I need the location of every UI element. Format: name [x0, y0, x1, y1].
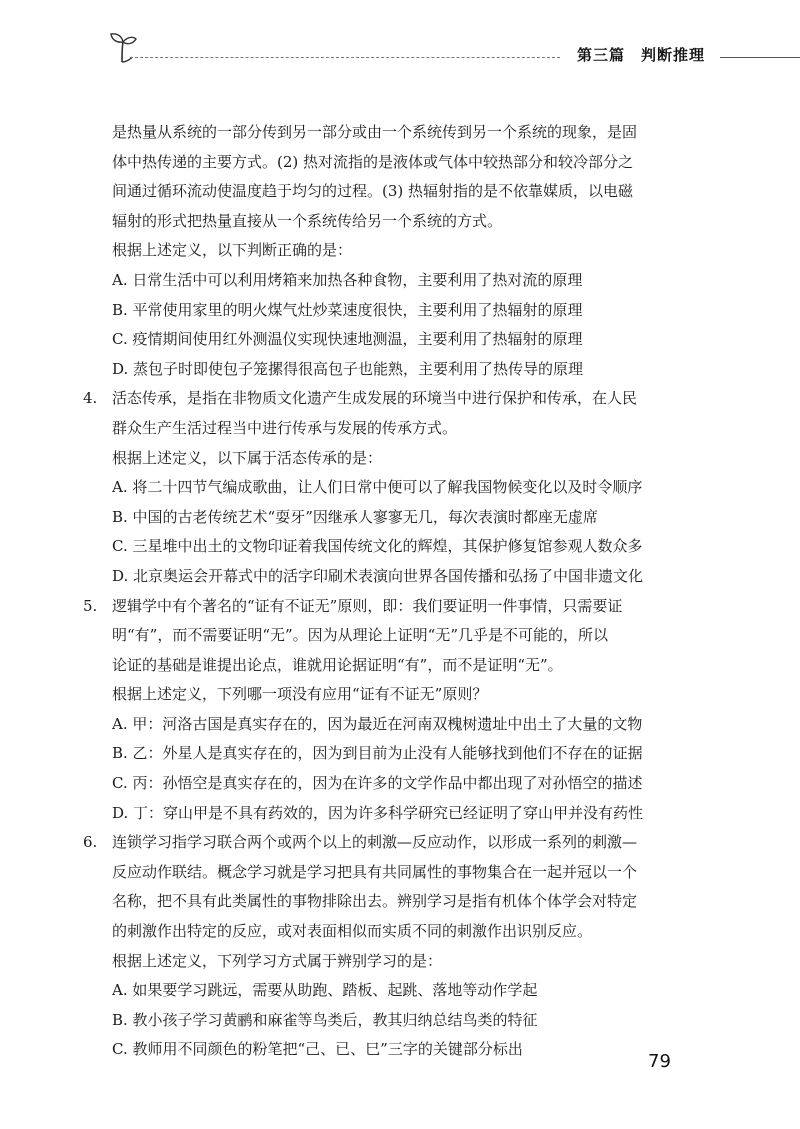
header-title — [577, 44, 705, 65]
header-chapter: 判断推理 — [640, 46, 705, 64]
q5-option-a: A. 甲：河洛古国是真实存在的，因为最近在河南双槐树遗址中出土了大量的文物 — [112, 714, 643, 733]
header-part: 第三篇 — [576, 46, 625, 64]
option-b: B. 平常使用家里的明火煤气灶炒菜速度很快，主要利用了热辐射的原理 — [112, 300, 583, 319]
q5-option-d: D. 丁：穿山甲是不具有药效的，因为许多科学研究已经证明了穿山甲并没有药性 — [112, 803, 644, 822]
option-c: C. 疫情期间使用红外测温仪实现快速地测温，主要利用了热辐射的原理 — [112, 330, 583, 349]
q4-option-a: A. 将二十四节气编成歌曲，让人们日常中便可以了解我国物候变化以及时令顺序 — [112, 478, 643, 497]
page-number: 79 — [648, 1051, 671, 1072]
q6-stem-line: 反应动作联结。概念学习就是学习把具有共同属性的事物集合在一起并冠以一个 — [112, 862, 638, 881]
q6-option-a: A. 如果要学习跳远，需要从助跑、踏板、起跳、落地等动作学起 — [112, 981, 538, 1000]
q4-option-b: B. 中国的古老传统艺术“耍牙”因继承人寥寥无几，每次表演时都座无虚席 — [112, 507, 598, 526]
q5-question: 根据上述定义，下列哪一项没有应用“证有不证无”原则？ — [112, 685, 488, 704]
page-header — [108, 30, 800, 70]
q5-number: 5. — [83, 596, 98, 615]
q6-option-c: C. 教师用不同颜色的粉笔把“己、已、巳”三字的关键部分标出 — [112, 1040, 523, 1059]
continuation-line: 体中热传递的主要方式。(2) 热对流指的是液体或气体中较热部分和较冷部分之 — [112, 152, 634, 171]
sprout-icon — [108, 30, 138, 64]
header-rule-left — [130, 57, 560, 58]
q6-option-b: B. 教小孩子学习黄鹂和麻雀等鸟类后，教其归纳总结鸟类的特征 — [112, 1010, 538, 1029]
q4-question: 根据上述定义，以下属于活态传承的是： — [112, 448, 383, 467]
q4-option-c: C. 三星堆中出土的文物印证着我国传统文化的辉煌，其保护修复馆参观人数众多 — [112, 537, 643, 556]
q5-stem-line: 5. 逻辑学中有个著名的“证有不证无”原则，即：我们要证明一件事情，只需要证 — [83, 592, 697, 622]
q6-stem-line: 6. 连锁学习指学习联合两个或两个以上的刺激—反应动作，以形成一系列的刺激— — [83, 828, 697, 858]
continuation-line: 是热量从系统的一部分传到另一部分或由一个系统传到另一个系统的现象，是固 — [112, 123, 638, 141]
continuation-line: 辐射的形式把热量直接从一个系统传给另一个系统的方式。 — [112, 211, 503, 230]
q6-number: 6. — [83, 833, 98, 852]
q4-option-d: D. 北京奥运会开幕式中的活字印刷术表演向世界各国传播和弘扬了中国非遗文化 — [112, 566, 644, 585]
header-rule-right — [720, 57, 800, 58]
q4-stem-line: 4. 活态传承，是指在非物质文化遗产生成发展的环境当中进行保护和传承，在人民 — [83, 384, 697, 414]
q6-stem-line: 名称，把不具有此类属性的事物排除出去。辨别学习是指有机体个体学会对特定 — [112, 892, 638, 911]
q5-stem-line: 论证的基础是谁提出论点，谁就用论据证明“有”，而不是证明“无”。 — [112, 655, 563, 674]
option-d: D. 蒸包子时即使包子笼摞得很高包子也能熟，主要利用了热传导的原理 — [112, 359, 584, 378]
q4-number: 4. — [83, 389, 98, 408]
continuation-question: 根据上述定义，以下判断正确的是： — [112, 241, 353, 260]
option-a: A. 日常生活中可以利用烤箱来加热各种食物，主要利用了热对流的原理 — [112, 270, 583, 289]
continuation-line: 间通过循环流动使温度趋于均匀的过程。(3) 热辐射指的是不依靠媒质，以电磁 — [112, 182, 634, 201]
q6-question: 根据上述定义，下列学习方式属于辨别学习的是： — [112, 951, 443, 970]
q5-option-c: C. 丙：孙悟空是真实存在的，因为在许多的文学作品中都出现了对孙悟空的描述 — [112, 774, 643, 793]
page-body — [83, 118, 697, 1065]
q4-stem-line: 群众生产生活过程当中进行传承与发展的传承方式。 — [112, 418, 458, 437]
q5-stem-line: 明“有”，而不需要证明“无”。因为从理论上证明“无”几乎是不可能的，所以 — [112, 626, 609, 645]
q6-stem-line: 的刺激作出特定的反应，或对表面相似而实质不同的刺激作出识别反应。 — [112, 922, 593, 941]
q5-option-b: B. 乙：外星人是真实存在的，因为到目前为止没有人能够找到他们不存在的证据 — [112, 744, 643, 763]
